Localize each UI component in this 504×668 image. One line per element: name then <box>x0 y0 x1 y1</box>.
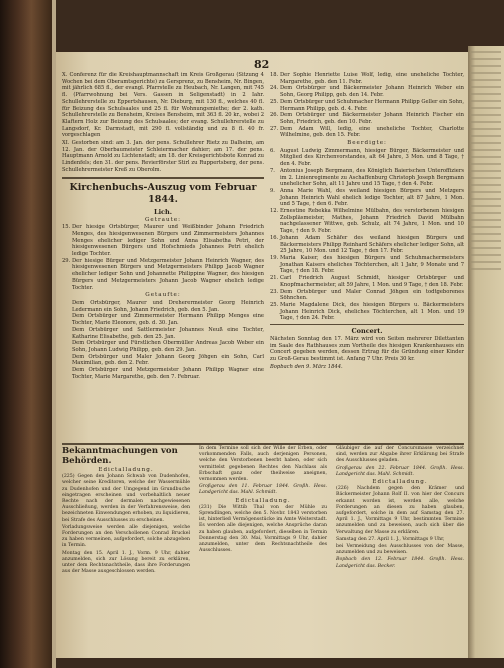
paragraph: (225) Gegen den Johann Schwab von Dudenhofen, welcher seine Kreditoren, welche der Wassermühle zu Dudenhofen und der Umgegend im Grundbuche eingetragen erscheinen und vorbehaltlich neuer Rechte nach der dermalen nachgewiesenen Ausschließung, werden in der Verfahrensweise, den bezeichneten Einwendungen erhoben, zu liquidieren, bei Strafe des Ausschlusses zu erscheinen. <box>62 474 190 523</box>
paragraph: Vorladungsweise werden alle diejenigen, welche Forderungen an den Verschollenen Conrad Bruckel zu haben vermeinen, aufgefordert, solche abzugeben in Termin. <box>62 524 190 549</box>
list-item: 16. Johann Adam Schäfer des weiland hiesigen Bürgers und Bäckermeisters Philipp Reinhard Schäfers ehelicher lediger Sohn, alt 25 Jahre, 10 Mon. und 12 Tage, † den 17. Febr. <box>270 234 464 255</box>
list-item: 25. Marie Magdalene Dick, des hiesigen Bürgers u. Bäckermeisters Johann Heinrich Dick, eheliches Töchterchen, alt 1 Mon. und 19 Tage, † den 24. Febr. <box>270 301 464 322</box>
list-item: Dem Ortsbürger und Metzgermeister Johann Philipp Wagner eine Tochter, Marie Margarethe, geb. den 7. Februar. <box>72 367 264 380</box>
paragraph: bei Vermeidung des Ausschlusses von der Masse, anzumelden und zu beweisen. <box>336 544 464 556</box>
list-item: 29. Der hiesige Bürger und Metzgermeister Johann Heinrich Wagner, des hiesigenwesenen Bürgers und Metzgermeisters Philipp Jacob Wagner ehelicher lediger Sohn und Johannette Philippine Wagner, des hiesigen Bürgers und Metzgermeisters Johann Jacob Wagner ehelich ledige Tochter. <box>62 257 264 291</box>
paragraph: (226) Nachdem gegen den Krämer und Bäckermeister Johann Rolf II. von hier der Concurs erkannt worden ist, werden alle, welche Forderungen an diesen zu haben glauben, aufgefordert, solche in dem auf Samstag den 27. April 1. J., Vormittags 9 Uhr, bestimmten Termine anzumelden und zu beweisen, auch sich über die Verwaltung der Masse zu erklären. <box>336 486 464 535</box>
divider <box>270 324 464 325</box>
concert-text: Nächsten Sonntag den 17. März wird von Seiten mehrerer Dilettanten im Saale des Rathhauses zum Vortheile des hiesigen Krankenhauses ein Concert gegeben werden, dessen Ertrag für die Gründung einer Kinder zu Groß-Gerau bestimmt ist. Anfang 7 Uhr. Preis 30 kr. <box>270 336 464 363</box>
list-item: 27. Dem Adam Will, ledig, eine uneheliche Tochter, Charlotte Wilhelmine, geb. den 15. Febr. <box>270 125 464 139</box>
list-item: 7. Antonius Joseph Bergmann, des Königlich Baierischen Unteroffiziers im 2. Linienregimente zu Aschaffenburg Christoph Joseph Bergmann unehelicher Sohn, alt 11 Jahre und 15 Tage, † den 4. Febr. <box>270 167 464 188</box>
announcement-column-3 <box>336 446 464 571</box>
page-number: 82 <box>254 58 270 71</box>
notice-x: X. Conferenz für die Kreishauptmannschaft im Kreis Großgerau (Sitzung 4 Wochen bei dem Oberamtsgerichte) zu Gersprenz, zu Bensheim, Nr. Bingen, mit jährlich 685 fl., der evangl. Pfarrstelle zu Heubach, Nr. Langen, mit 745 fl. (Pfarrwohnung bei Vers. Gassen in Seligenstadt) in 2 Iahr. Schullehrerstelle zu Eppertshausen, Nr. Dieburg, mit 130 fl., welches 40 fl. für Beizung des Schulsaales und 25 fl. für Wohnungsmiethe; der 2. kath. Schullehrerstelle zu Bensheim, Kreises Bensheim, mit 363 fl. 20 kr., wobei 2 Klaftern Holz zur Beizung des Schulsaales; der evang. Schullehrerstelle zu Langsdorf, Kr. Darmstadt, mit 290 fl. vollständig und zu 8 fl. 40 fr. vorgeschlagen <box>62 72 264 139</box>
list-item: Dem Ortsbürger und Zimmermeister Hermann Philipp Menges eine Tochter, Marie Eleonore, geb. d. 30. Jan. <box>72 313 264 327</box>
list-item: 9. Anna Marie Wahl, des weiland hiesigen Bürgers und Metzgers Johann Heinrich Wahl ehelich ledige Tochter, alt 87 Jahre, 1 Mon. und 5 Tage, † den 6. Febr. <box>270 187 464 208</box>
signature: Bopbach den 12. Februar 1844. Großh. Hess. Landgericht das. Becker. <box>336 557 464 569</box>
edict-heading: Edictalladung. <box>372 479 428 486</box>
concert-signature: Bopbach den 9. März 1844. <box>270 363 343 370</box>
divider <box>62 443 464 445</box>
list-item: Dem Ortsbürger, Maurer und Dreherermeister Georg Heinrich Ledermann ein Sohn, Johann Friedrich, geb. den 5. Jan. <box>72 299 264 313</box>
adjacent-page-edge <box>468 46 504 658</box>
book-page <box>56 52 468 658</box>
beerdigte-heading: Beerdigte: <box>347 140 387 147</box>
list-item: Dem Ortsbürger und Maler Johann Georg Jöhgen ein Sohn, Carl Maximilian, geb. den 2. Febr. <box>72 353 264 367</box>
signature: Großgerau den 11. Februar 1844. Großh. Hess. Landgericht das. Mahl. Schmidt. <box>199 484 327 496</box>
paragraph: (231) Die Wittib Thal von der Mühle zu Sprendlingen, welche den 5. Novbr. 1843 verstorben ist, hinterließ Vermögensstücke im Amte Weiterstadt. Es werden alle diejenigen, welche Ansprüche daran zu haben glauben, aufgefordert, dieselben in Termin Donnerstag den 30. Mai, Vormittags 9 Uhr, dahier anzumelden, unter dem Rechtsnachtheile des Ausschlusses. <box>199 504 327 554</box>
announcements-section <box>62 440 464 575</box>
list-item: 18. Der Sophie Henriette Luise Wolf, ledig, eine uneheliche Tochter, Margarethe, geb. den 11. Febr. <box>270 72 464 85</box>
paragraph: Gläubiger die auf der Concursmasse verzeichnet sind, werden zur Abgabe ihrer Erklärung bei Strafe des Ausschlusses geladen. <box>336 446 464 464</box>
signature: Großgerau den 22. Februar 1844. Großh. Hess. Landgericht das. Mahl. Schmidt. <box>336 465 464 477</box>
list-item: 6. August Ludwig Zimmermann, hiesiger Bürger, Bäckermeister und Mitglied des Kirchenvorstandes, alt 64 Jahre, 3 Mon. und 8 Tage, † den 4. Febr. <box>270 147 464 168</box>
paragraph: Montag den 15. April 1. J., Vorm. 9 Uhr, dahier anzumelden, sich zur Lösung bereit zu erklären, unter dem Rechtsnachtheile, dass ihre Forderungen aus der Masse ausgeschlossen werden. <box>62 550 190 575</box>
list-item: 19. Maria Kaiser, des hiesigen Bürgers und Schuhmachermeisters Jonathan Kaisers eheliches Töchterchen, alt 1 Jahr, 9 Monate und 7 Tage, † den 18. Febr. <box>270 254 464 275</box>
notice-xi: XI. Gestorben sind: am 3. Jan. der pens. Schullehrer Rietz zu Dalheim, am 12. Jan. der Oberbaumeister Schleiermacher dahier; am 17. der pens. Hauptmann Arnold zu Lichtenstadt; am 18. der Kreisgerichtsbote Konrad zu Lindenfels; den 31. der pens. Revierförster Stirl zu Ruppertsberg, der pens. Schullehrermeister Kreß zu Oberolm. <box>62 140 264 173</box>
edict-heading: Edictalladung. <box>98 467 154 473</box>
list-item: 15. Der hiesige Ortsbürger, Maurer und Weißbinder Johann Friedrich Menges, des hiesigenwesenen Bürgers und Zimmermeisters Johannes Menges ehelicher lediger Sohn und Anna Elisabetha Petri, der hiesigenwesenen Bürgers und Hofschmieds Johannes Petri ehelich ledige Tochter. <box>62 224 264 258</box>
right-column <box>270 72 464 372</box>
getaufte-heading: Getaufte: <box>145 292 181 299</box>
edict-heading: Edictalladung. <box>235 497 291 504</box>
list-item: 25. Dem Ortsbürger und Schuhmacher Hermann Philipp Geller ein Sohn, Hermann Philipp, geb. d. 4. Febr. <box>270 98 464 112</box>
list-item: 12. Ernestine Rebekka Wilhelmine Mülbahn, des verstorbenen hiesigen Zollspläsmeister, Mathes, Johann Friedrich David Mülbahn nachgelassener Wittwe, geb. Schulz, alt 74 Jahre, 1 Mon. und 10 Tage, † den 9. Febr. <box>270 208 464 235</box>
list-item: 21. Carl Friedrich August Schmidt, hiesiger Ortsbürger und Knopfmachermeister, alt 59 Jahre, 1 Mon. und 9 Tage, † den 18. Febr. <box>270 275 464 288</box>
list-item: 26. Dem Ortsbürger und Bäckermeister Johann Heinrich Fischer ein Sohn, Friedrich, geb. den 10. Febr. <box>270 112 464 125</box>
concert-heading: Concert. <box>351 327 383 336</box>
paragraph: Samstag den 27. April 1. J., Vormittags 9 Uhr, <box>336 536 445 542</box>
place-heading: Lich. <box>154 207 172 216</box>
list-item: Dem Ortsbürger und Sattlermeister Johannes Neuß eine Tochter, Katharine Elisabethe, geb. den 25. Jan. <box>72 326 264 340</box>
left-column <box>62 72 264 380</box>
list-item: Dem Ortsbürger und Fürstlichen Obermüller Andreas Jacob Weber ein Sohn, Johann Ludwig Philipp, geb. den 29. Jan. <box>72 340 264 353</box>
book-spine <box>0 0 52 668</box>
announcements-heading: Bekanntmachungen von Behörden. <box>62 446 178 466</box>
getraute-heading: Getraute: <box>144 216 182 223</box>
paragraph: In dem Termine soll sich der Wille der Erben, oder vorkommenden Falls, auch derjenigen Personen, welche den Verstorbenen beerbt haben, oder sich vermittelst gegebenen Rechtes den Nachlass als Erbschaft ganz oder theilweise aneignen, vernommen werden. <box>199 446 327 483</box>
list-item: 24. Dem Ortsbürger und Bäckermeister Johann Heinrich Weber ein Sohn, Georg Philipp, geb. den 14. Febr. <box>270 85 464 99</box>
divider <box>62 177 264 179</box>
list-item: 23. Dem Ortsbürger und Maler Conrad Jöhgen ein todtgeborenes Söhnchen. <box>270 288 464 302</box>
announcement-column-1 <box>62 446 190 576</box>
kirchenbuch-title: Kirchenbuchs-Auszug vom Februar 1844. <box>69 181 257 205</box>
announcement-column-2 <box>199 446 327 555</box>
